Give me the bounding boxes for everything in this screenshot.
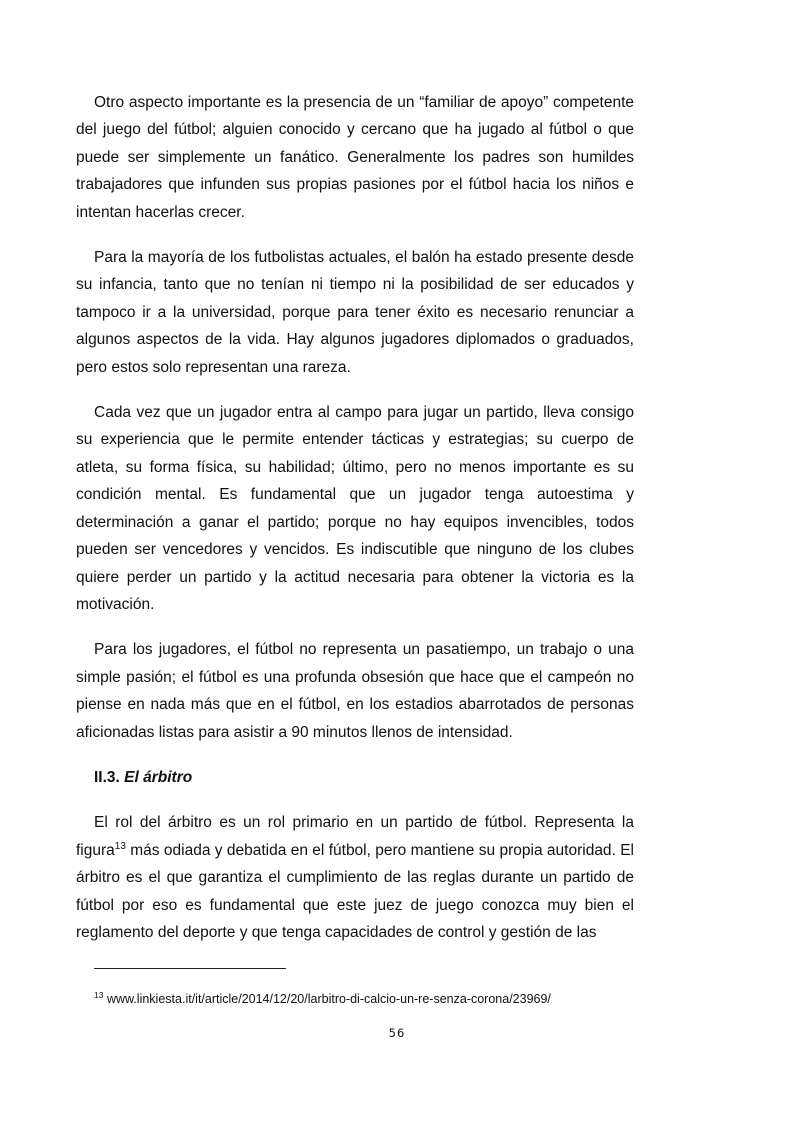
footnote-number: 13 <box>94 990 104 1000</box>
footnote-reference[interactable]: 13 <box>114 840 126 852</box>
section-number: II.3. <box>94 768 120 786</box>
paragraph-obsesion-futbol: Para los jugadores, el fútbol no representa un pasatiempo, un trabajo o una simple pasión; el fútbol es una profunda obsesión que hace que el campeón no piense en nada más que en el fútbol, en los estadios abarrotados de personas aficionadas listas para asistir a 90 minutos llenos de intensidad. <box>76 641 634 741</box>
paragraph-text-before-ref: El rol del árbitro es un rol primario en un partido de fútbol. Representa la figura <box>76 814 634 859</box>
paragraph-familiar-apoyo: Otro aspecto importante es la presencia de un “familiar de apoyo” competente del juego del fútbol; alguien conocido y cercano que ha jugado al fútbol o que puede ser simplemente un fanático. Generalmente los padres son humildes trabajadores que infunden sus propias pasiones por el fútbol hacia los niños e intentan hacerlas crecer. <box>76 94 634 221</box>
paragraph-futbolistas-actuales: Para la mayoría de los futbolistas actuales, el balón ha estado presente desde su infancia, tanto que no tenían ni tiempo ni la posibilidad de ser educados y tampoco ir a la universidad, porque para tener éxito es necesario renunciar a algunos aspectos de la vida. Hay algunos jugadores diplomados o graduados, pero estos solo representan una rareza. <box>76 249 634 376</box>
footnote <box>94 991 551 1007</box>
paragraph-text-after-ref: más odiada y debatida en el fútbol, pero mantiene su propia autoridad. El árbitro es el que garantiza el cumplimiento de las reglas durante un partido de fútbol por eso es fundamental que este juez de juego conozca muy bien el reglamento del deporte y que tenga capacidades de control y gestión de las <box>76 841 634 941</box>
paragraph-rol-arbitro <box>76 809 634 946</box>
page-body <box>76 89 634 964</box>
section-heading <box>76 764 634 791</box>
footnote-separator <box>94 968 286 969</box>
paragraph-jugador-campo: Cada vez que un jugador entra al campo para jugar un partido, lleva consigo su experiencia que le permite entender tácticas y estrategias; su cuerpo de atleta, su forma física, su habilidad; último, pero no menos importante es su condición mental. Es fundamental que un jugador tenga autoestima y determinación a ganar el partido; porque no hay equipos invencibles, todos pueden ser vencedores y vencidos. Es indiscutible que ninguno de los clubes quiere perder un partido y la actitud necesaria para obtener la victoria es la motivación. <box>76 404 634 613</box>
footnote-url[interactable]: www.linkiesta.it/it/article/2014/12/20/larbitro-di-calcio-un-re-senza-corona/23969/ <box>103 992 551 1006</box>
section-title: El árbitro <box>124 768 193 786</box>
page-number: 56 <box>388 1026 406 1040</box>
